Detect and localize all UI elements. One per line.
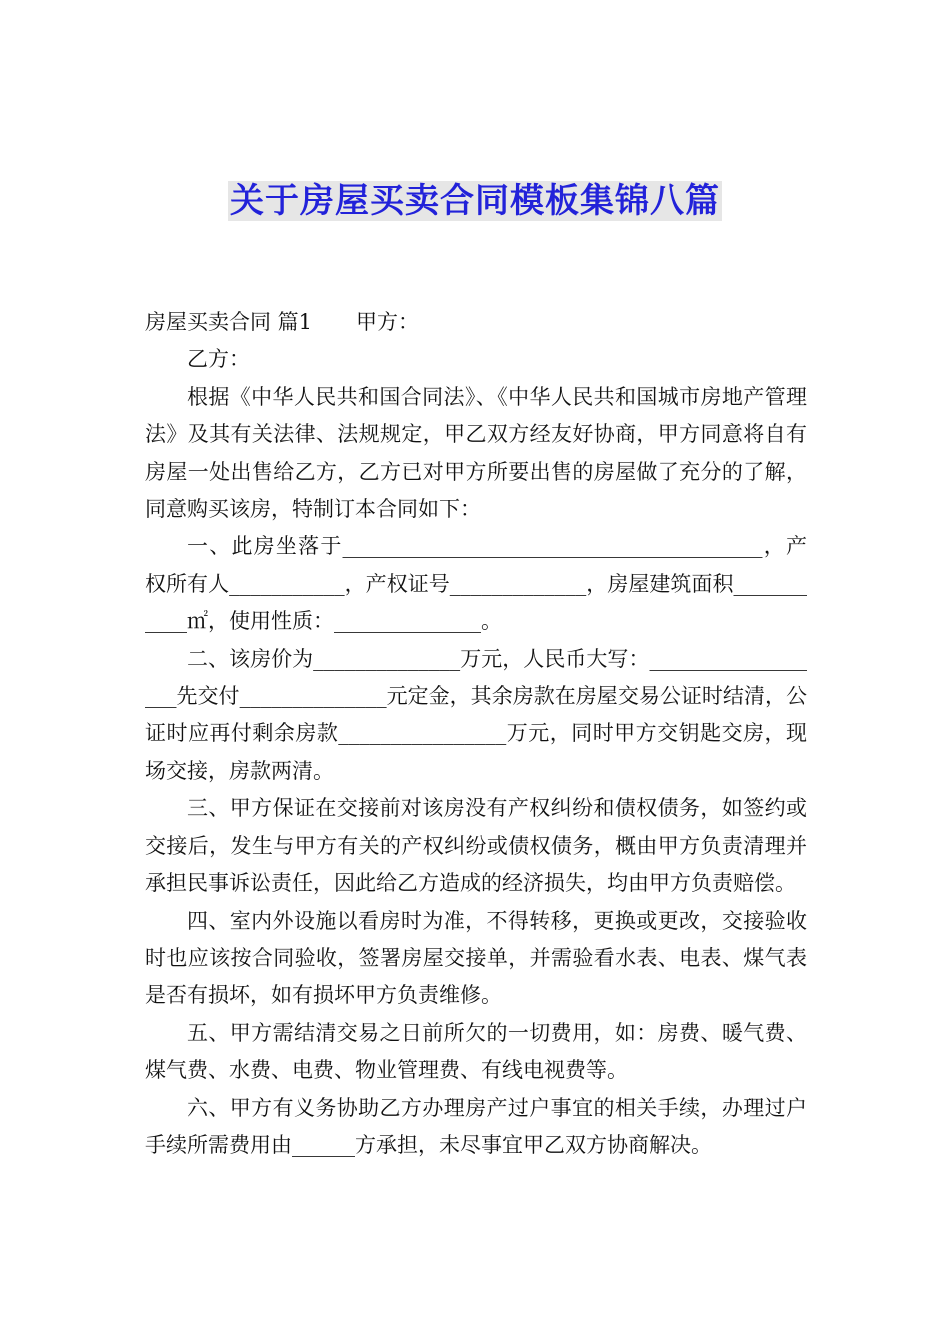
party-a-label: 甲方： — [356, 310, 420, 334]
paragraph: 乙方： — [187, 347, 250, 372]
document-title-text: 关于房屋买卖合同模板集锦八篇 — [230, 181, 720, 221]
section-heading-line — [145, 304, 807, 341]
paragraph: 四、室内外设施以看房时为准，不得转移，更换或更改，交接验收时也应该按合同验收，签署房屋交接单，并需验看水表、电表、煤气表是否有损坏，如有损坏甲方负责维修。 — [145, 908, 807, 1008]
paragraph: 根据《中华人民共和国合同法》、《中华人民共和国城市房地产管理法》及其有关法律、法规规定，甲乙双方经友好协商，甲方同意将自有房屋一处出售给乙方，乙方已对甲方所要出售的房屋做了充分的了解，同意购买该房，特制订本合同如下： — [145, 384, 807, 522]
document-body — [145, 304, 807, 1164]
section-heading: 房屋买卖合同 篇1 — [145, 310, 313, 334]
paragraph: 一、此房坐落于________________________________________，产权所有人___________，产权证号_____________，房屋建筑面积___________㎡，使用性质：______________。 — [145, 534, 807, 634]
paragraph: 六、甲方有义务协助乙方办理房产过户事宜的相关手续，办理过户手续所需费用由______方承担，未尽事宜甲乙双方协商解决。 — [145, 1095, 807, 1157]
paragraph: 五、甲方需结清交易之日前所欠的一切费用，如：房费、暖气费、煤气费、水费、电费、物业管理费、有线电视费等。 — [145, 1020, 807, 1083]
paragraph: 二、该房价为______________万元，人民币大写：__________________先交付______________元定金，其余房款在房屋交易公证时结清，公证时应再付剩余房款________________万元，同时甲方交钥匙交房，现场交接，房款两清。 — [145, 646, 807, 783]
paragraph: 三、甲方保证在交接前对该房没有产权纠纷和债权债务，如签约或交接后，发生与甲方有关的产权纠纷或债权债务，概由甲方负责清理并承担民事诉讼责任，因此给乙方造成的经济损失，均由甲方负责赔偿。 — [145, 796, 807, 896]
document-title — [0, 176, 950, 226]
